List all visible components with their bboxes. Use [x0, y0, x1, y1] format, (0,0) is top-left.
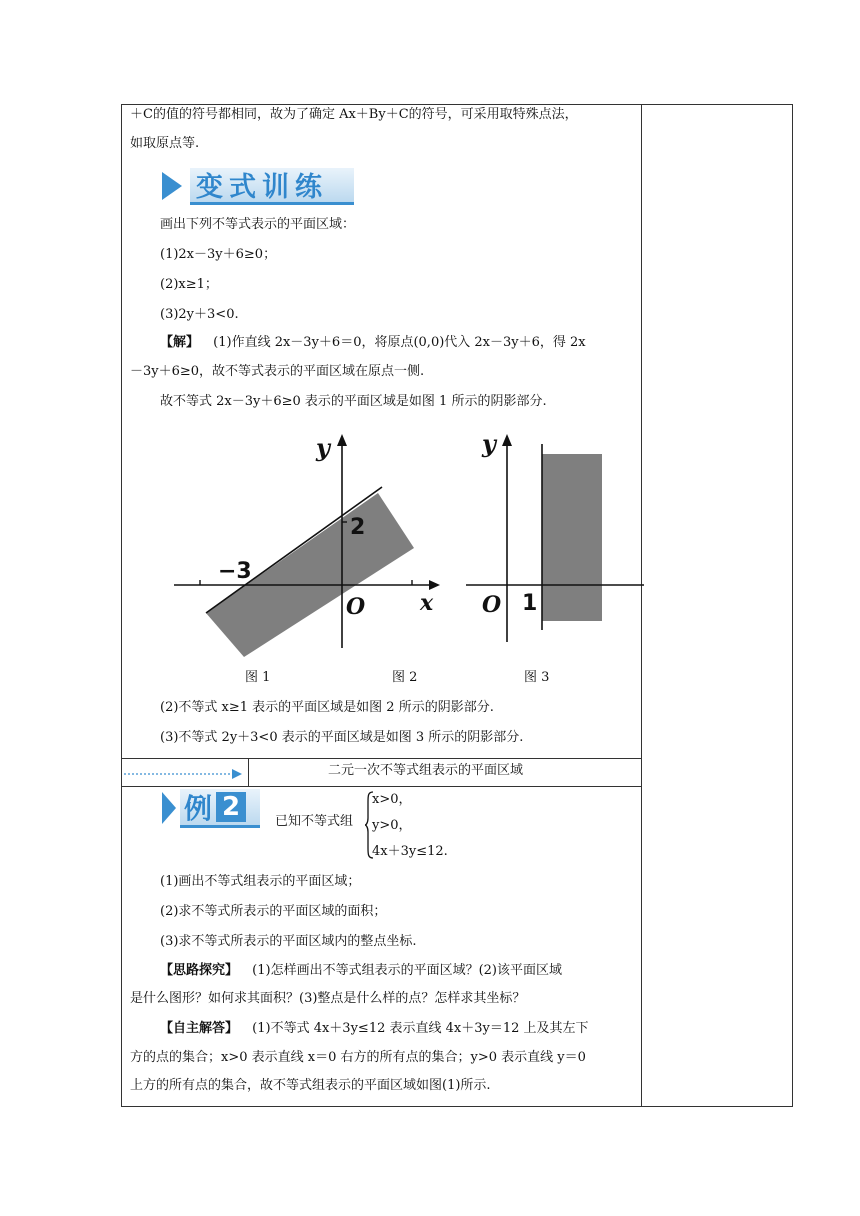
figure-1-x-intercept-label: −3 [218, 559, 252, 584]
variant-training-banner [160, 168, 354, 204]
banner-label-box [190, 168, 354, 205]
solution-text-1: (1)作直线 2x－3y＋6＝0，将原点(0,0)代入 2x－3y＋6，得 2x [213, 335, 586, 350]
question-1: (1)画出不等式组表示的平面区域； [160, 874, 361, 889]
explore-line-1 [160, 961, 562, 981]
example-2-lead: 已知不等式组 [275, 814, 354, 829]
caption-figure-2: 图 2 [392, 670, 418, 685]
figure-3-graph [462, 430, 646, 650]
explore-line-2: 是什么图形？如何求其面积？(3)整点是什么样的点？怎样求其坐标？ [130, 991, 526, 1006]
figure-3-shaded-region [542, 454, 602, 621]
figure-3-y-label: y [482, 430, 496, 458]
section-title: 二元一次不等式组表示的平面区域 [328, 763, 524, 778]
explore-text-1: (1)怎样画出不等式组表示的平面区域？(2)该平面区域 [252, 963, 562, 978]
intro-line-2: 如取原点等. [130, 136, 200, 151]
question-3: (3)求不等式所表示的平面区域内的整点坐标. [160, 934, 417, 949]
condition-3: 4x＋3y≤12. [372, 844, 448, 859]
caption-figure-1: 图 1 [245, 670, 271, 685]
figure-1-y-intercept-label: 2 [350, 515, 366, 540]
badge-number: 2 [216, 792, 246, 822]
answer-detail-text-1: (1)不等式 4x＋3y≤12 表示直线 4x＋3y＝12 上及其左下 [252, 1021, 589, 1036]
banner-label: 变式训练 [196, 172, 328, 203]
figure-1-x-label: x [420, 590, 434, 616]
badge-box [180, 789, 260, 828]
condition-2: y>0， [372, 818, 412, 833]
badge-arrow-icon [160, 790, 178, 826]
caption-figure-3: 图 3 [524, 670, 550, 685]
table-bottom-border [121, 1106, 793, 1107]
exercise-item-3: (3)2y＋3<0. [160, 307, 239, 322]
answer-detail-line-2: 方的点的集合；x>0 表示直线 x＝0 右方的所有点的集合；y>0 表示直线 y＝0 [130, 1050, 586, 1065]
explore-tag: 【思路探究】 [160, 963, 239, 978]
intro-line-1: ＋C的值的符号都相同，故为了确定 Ax＋By＋C的符号，可采用取特殊点法， [130, 107, 578, 122]
figure-1-origin-label: O [346, 594, 366, 620]
solution-tag: 【解】 [160, 335, 200, 350]
answer-detail-line-3: 上方的所有点的集合，故不等式组表示的平面区域如图(1)所示. [130, 1078, 491, 1093]
example-2-badge [160, 788, 260, 828]
section-arrow-icon [122, 766, 246, 782]
table-left-border [121, 104, 122, 1107]
solution-line-3: 故不等式 2x－3y＋6≥0 表示的平面区域是如图 1 所示的阴影部分. [160, 394, 547, 409]
badge-text: 例 [184, 791, 213, 825]
answer-line-2: (2)不等式 x≥1 表示的平面区域是如图 2 所示的阴影部分. [160, 700, 494, 715]
figure-3-origin-label: O [482, 592, 502, 618]
table-right-border [792, 104, 793, 1107]
figure-1-graph [170, 430, 450, 660]
answer-detail-tag: 【自主解答】 [160, 1021, 239, 1036]
solution-line-1 [160, 333, 586, 353]
figure-1-x-arrow-icon [429, 580, 440, 590]
exercise-prompt: 画出下列不等式表示的平面区域： [160, 217, 356, 232]
section-row-top [121, 758, 641, 759]
banner-arrow-icon [160, 170, 186, 202]
solution-line-2: －3y＋6≥0，故不等式表示的平面区域在原点一侧. [130, 364, 425, 379]
figure-3-tick-label: 1 [522, 591, 538, 616]
figure-1-y-arrow-icon [337, 434, 347, 446]
section-row-divider [248, 758, 249, 786]
answer-detail-line-1 [160, 1019, 589, 1039]
figure-1-y-label: y [316, 433, 330, 462]
figure-3-y-arrow-icon [502, 434, 512, 446]
exercise-item-1: (1)2x－3y＋6≥0； [160, 247, 277, 262]
question-2: (2)求不等式所表示的平面区域的面积； [160, 904, 387, 919]
answer-line-3: (3)不等式 2y＋3<0 表示的平面区域是如图 3 所示的阴影部分. [160, 730, 524, 745]
condition-1: x>0， [372, 792, 412, 807]
exercise-item-2: (2)x≥1； [160, 277, 218, 292]
